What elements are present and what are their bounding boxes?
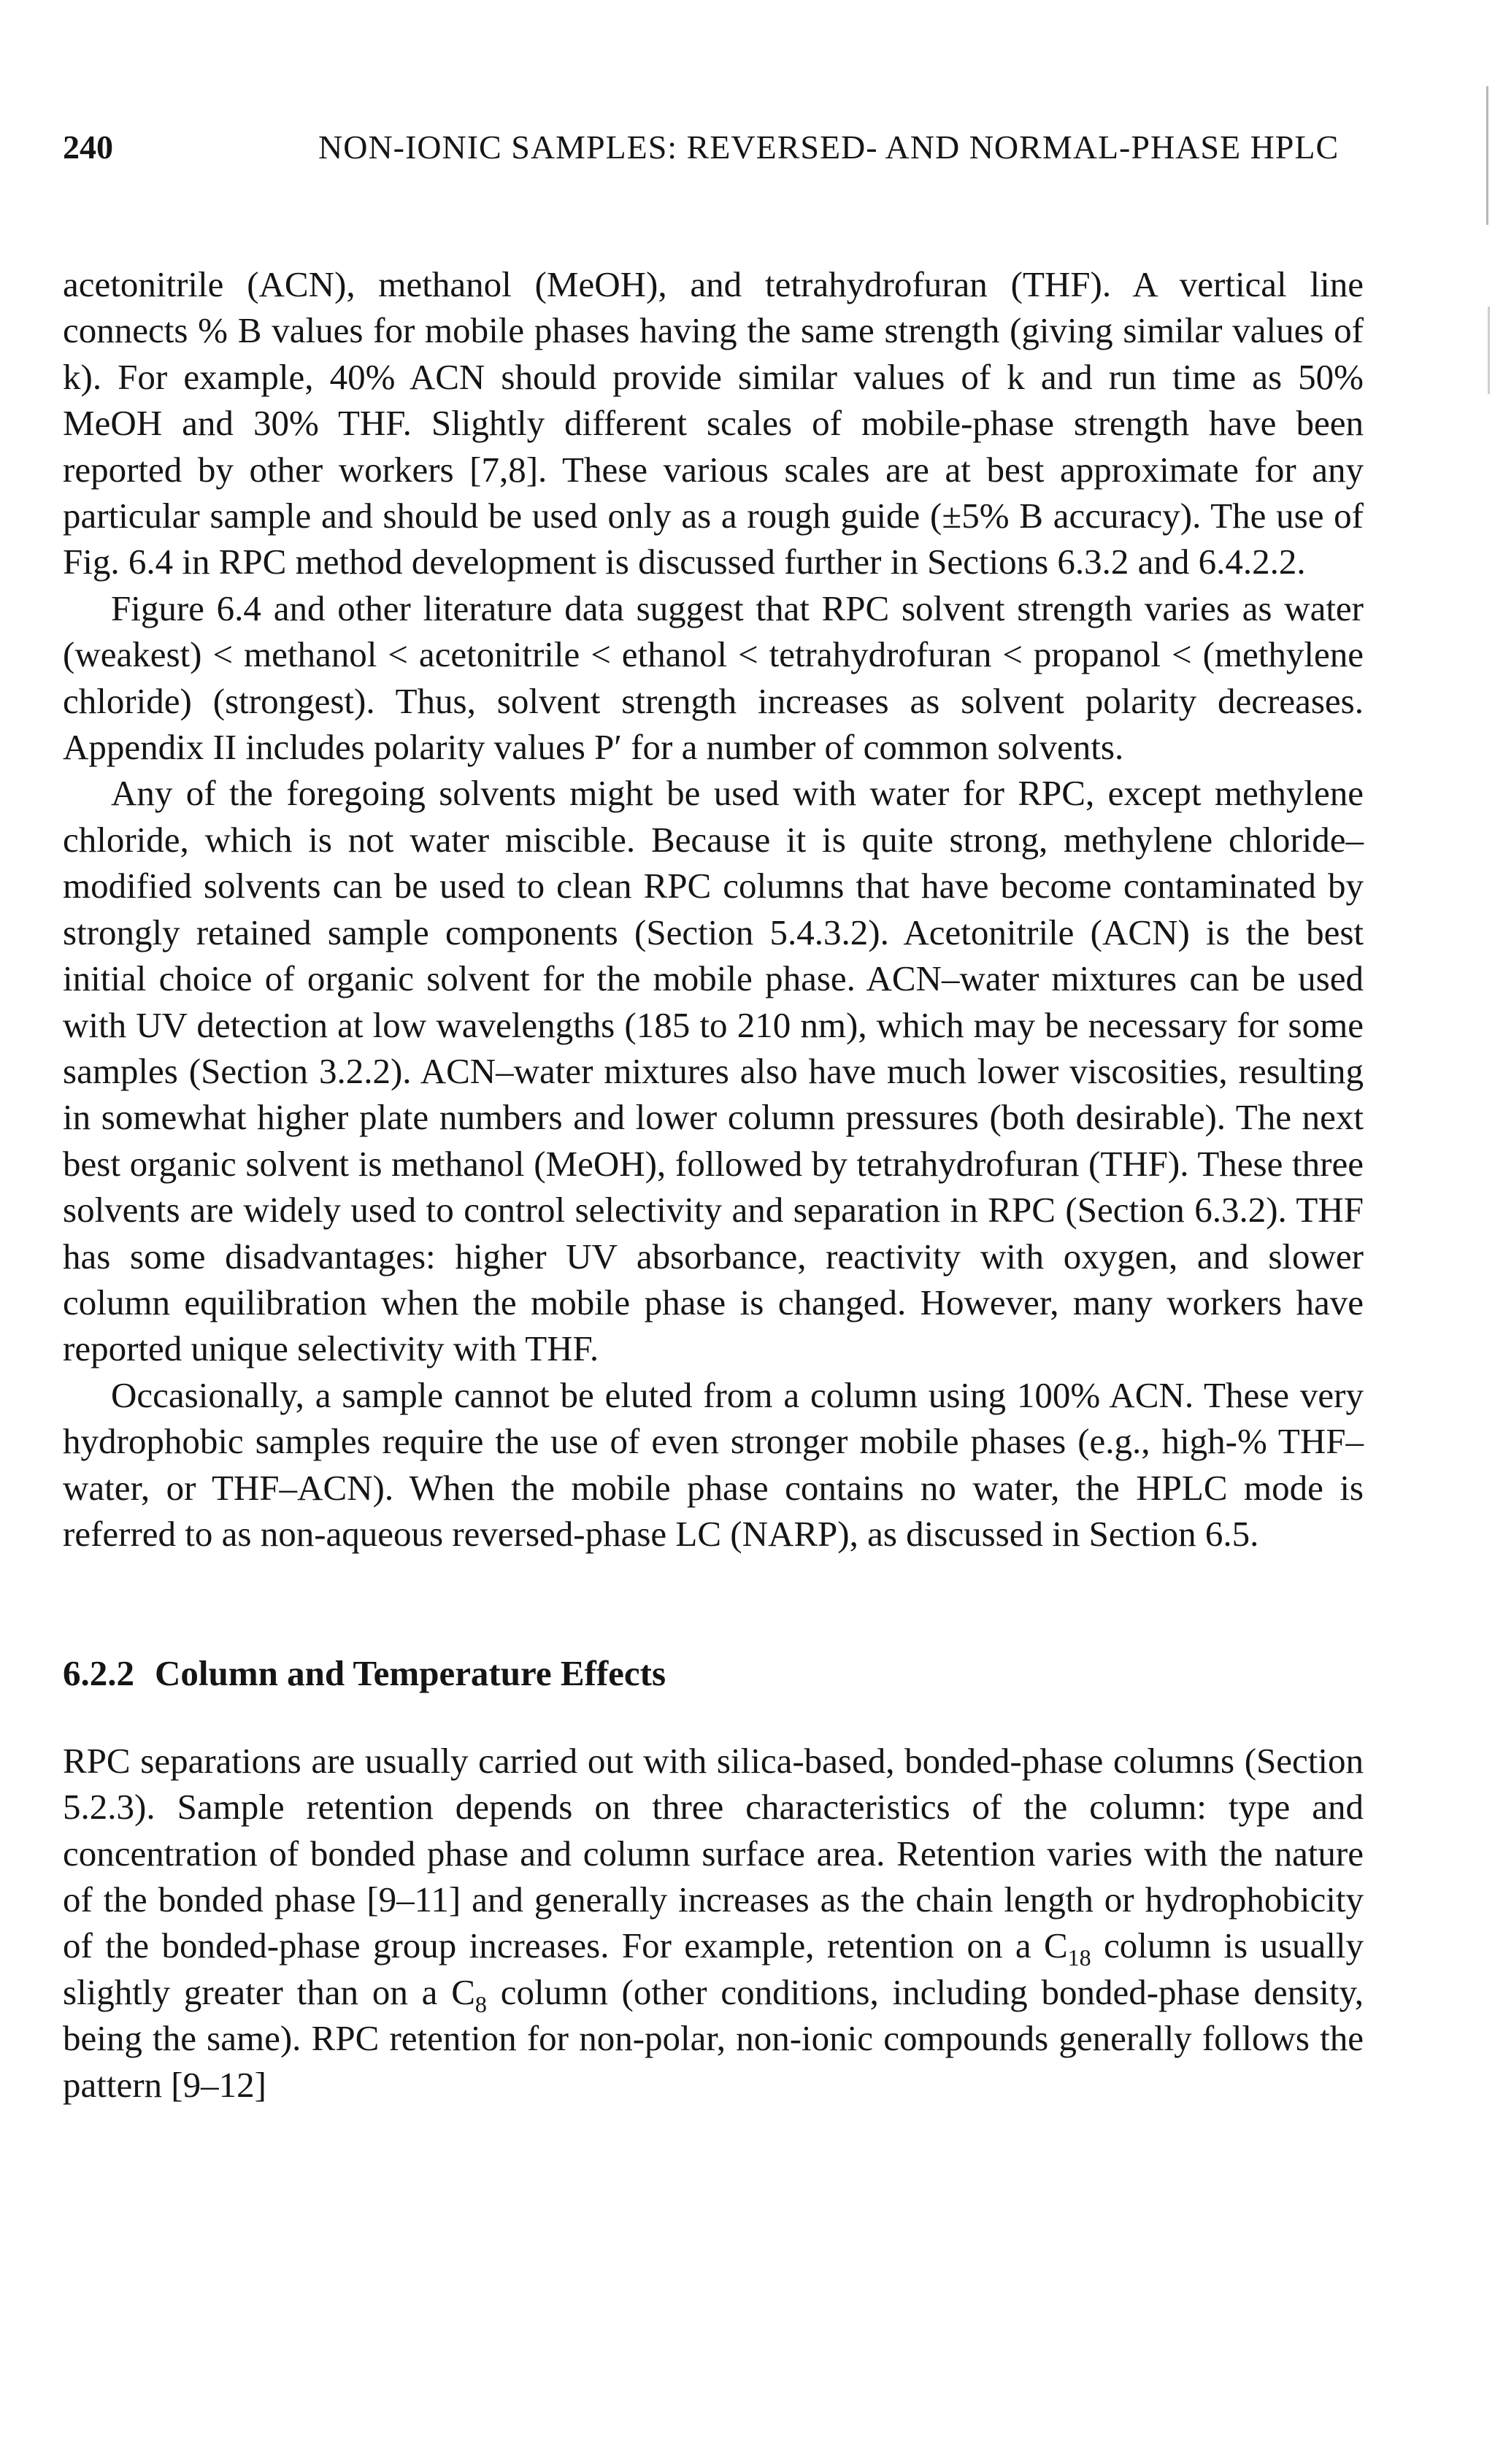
page-edge-mark (1486, 86, 1488, 225)
text-run: RPC separations are usually carried out with silica-based, bonded-phase columns (Section 5.2.3). Sample retention depends on three characteristics of the column: type and concentration of bonded phase and column surface area. Retention varies with the nature of the bonded phase [9–11] and generally increases as the chain length or hydrophobicity of the bonded-phase group increases. For example, retention on a (63, 1740, 1364, 1966)
c8-subscript: 8 (474, 1990, 487, 2017)
running-header (63, 126, 1377, 169)
section-title: Column and Temperature Effects (155, 1653, 666, 1694)
running-head-title: NON-IONIC SAMPLES: REVERSED- AND NORMAL-PHASE HPLC (318, 128, 1340, 166)
paragraph-column-effects (63, 1738, 1364, 2108)
page-edge-mark (1488, 307, 1490, 394)
section-number: 6.2.2 (63, 1653, 134, 1694)
paragraph-narp: Occasionally, a sample cannot be eluted from a column using 100% ACN. These very hydrophobic samples require the use of even stronger mobile phases (e.g., high-% THF–water, or THF–ACN). When the mobile phase contains no water, the HPLC mode is referred to as non-aqueous reversed-phase LC (NARP), as discussed in Section 6.5. (63, 1374, 1364, 1554)
c18-symbol: C (1043, 1925, 1068, 1966)
page-number: 240 (63, 128, 113, 166)
text-run: column (other conditions, including bonded-phase density, being the same). RPC retention for non-polar, non-ionic compounds generally follows the pattern [9–12] (63, 1971, 1364, 2105)
paragraph-solvent-choice: Any of the foregoing solvents might be used with water for RPC, except methylene chloride, which is not water miscible. Because it is quite strong, methylene chloride–modified solvents can be used to clean RPC columns that have become contaminated by strongly retained sample components (Section 5.4.3.2). Acetonitrile (ACN) is the best initial choice of organic solvent for the mobile phase. ACN–water mixtures can be used with UV detection at low wavelengths (185 to 210 nm), which may be necessary for some samples (Section 3.2.2). ACN–water mixtures also have much lower viscosities, resulting in somewhat higher plate numbers and lower column pressures (both desirable). The next best organic solvent is methanol (MeOH), followed by tetrahydrofuran (THF). These three solvents are widely used to control selectivity and separation in RPC (Section 6.3.2). THF has some disadvantages: higher UV absorbance, reactivity with oxygen, and slower column equilibration when the mobile phase is changed. However, many workers have reported unique selectivity with THF. (63, 773, 1364, 1369)
paragraph-continued: acetonitrile (ACN), methanol (MeOH), and tetrahydrofuran (THF). A vertical line connects % B values for mobile phases having the same strength (giving similar values of k). For example, 40% ACN should provide similar values of k and run time as 50% MeOH and 30% THF. Slightly different scales of mobile-phase strength have been reported by other workers [7,8]. These various scales are at best approximate for any particular sample and should be used only as a rough guide (±5% B accuracy). The use of Fig. 6.4 in RPC method development is discussed further in Sections 6.3.2 and 6.4.2.2. (63, 264, 1364, 582)
paragraph-solvent-strength: Figure 6.4 and other literature data suggest that RPC solvent strength varies as water (weakest) < methanol < acetonitrile < ethanol < tetrahydrofuran < propanol < (methylene chloride) (strongest). Thus, solvent strength increases as solvent polarity decreases. Appendix II includes polarity values P′ for a number of common solvents. (63, 588, 1364, 768)
text-run: column is usually slightly greater than on a (63, 1925, 1364, 2012)
c18-subscript: 18 (1067, 1944, 1091, 1971)
c8-symbol: C (451, 1971, 475, 2012)
section-heading (63, 1650, 1364, 1696)
body-text (63, 261, 1364, 2108)
